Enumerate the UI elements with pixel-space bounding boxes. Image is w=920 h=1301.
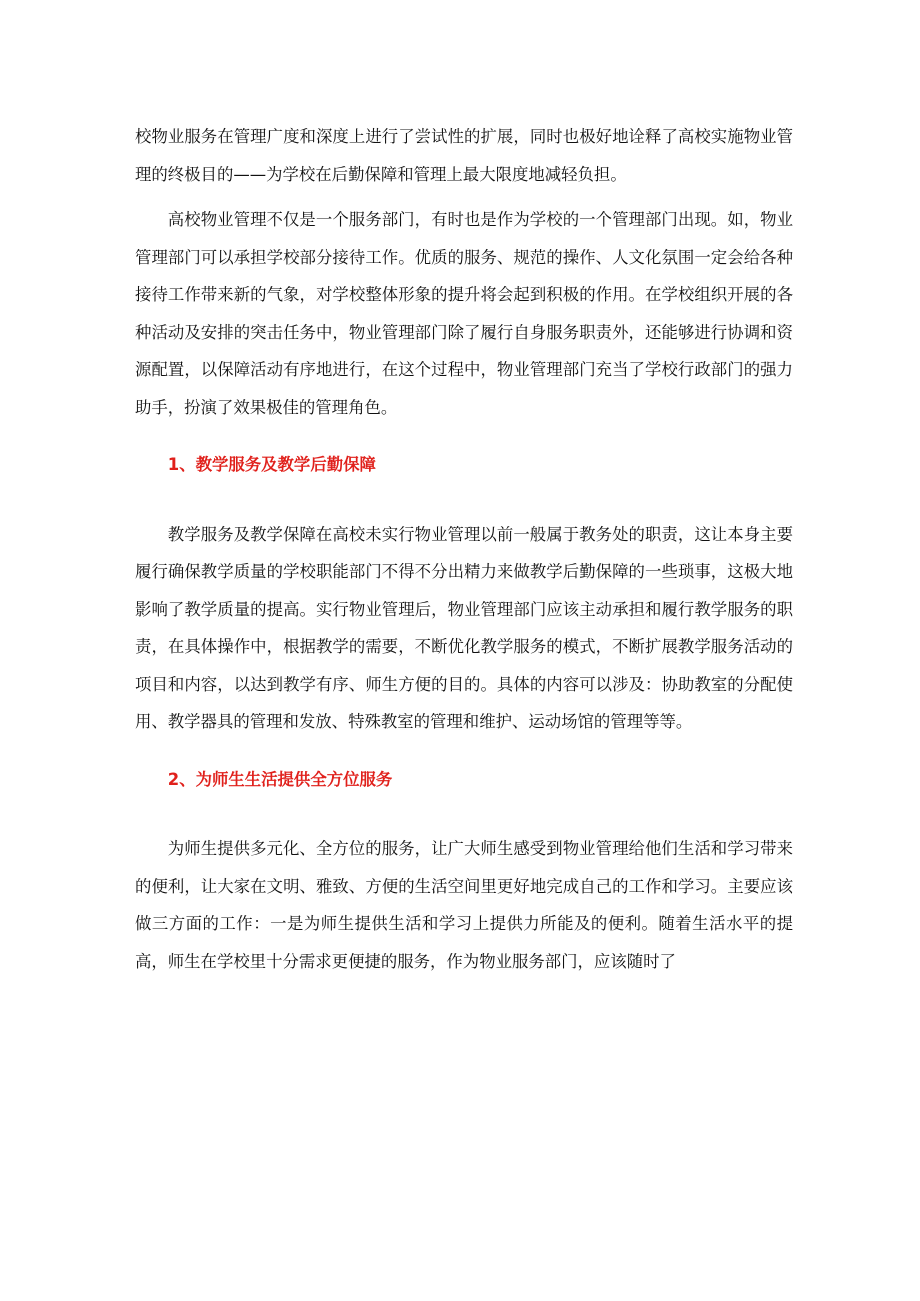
paragraph-teaching-service: 教学服务及教学保障在高校未实行物业管理以前一般属于教务处的职责，这让本身主要履行确保教学质量的学校职能部门不得不分出精力来做教学后勤保障的一些琐事，这极大地影响了教学质量的提高。实行物业管理后，物业管理部门应该主动承担和履行教学服务的职责，在具体操作中，根据教学的需要，不断优化教学服务的模式，不断扩展教学服务活动的项目和内容，以达到教学有序、师生方便的目的。具体的内容可以涉及：协助教室的分配使用、教学器具的管理和发放、特殊教室的管理和维护、运动场馆的管理等等。: [135, 524, 793, 731]
section-heading-life-service: [135, 761, 793, 799]
section-spacer: [135, 798, 793, 830]
paragraph-spacer: [135, 193, 793, 201]
paragraph-life-service: 为师生提供多元化、全方位的服务，让广大师生感受到物业管理给他们生活和学习带来的便利，让大家在文明、雅致、方便的生活空间里更好地完成自己的工作和学习。主要应该做三方面的工作：一是为师生提供生活和学习上提供力所能及的便利。随着生活水平的提高，师生在学校里十分需求更便捷的服务，作为物业服务部门，应该随时了: [135, 839, 793, 971]
section-heading-teaching-service: [135, 446, 793, 484]
section-spacer: [135, 484, 793, 516]
section-number: 2: [167, 769, 180, 789]
section-title: 、为师生生活提供全方位服务: [179, 769, 393, 789]
paragraph-management-role: 高校物业管理不仅是一个服务部门，有时也是作为学校的一个管理部门出现。如，物业管理部门可以承担学校部分接待工作。优质的服务、规范的操作、人文化氛围一定会给各种接待工作带来新的气象，对学校整体形象的提升将会起到积极的作用。在学校组织开展的各种活动及安排的突击任务中，物业管理部门除了履行自身服务职责外，还能够进行协调和资源配置，以保障活动有序地进行，在这个过程中，物业管理部门充当了学校行政部门的强力助手，扮演了效果极佳的管理角色。: [135, 210, 793, 417]
section-spacer: [135, 426, 793, 446]
section-spacer: [135, 741, 793, 761]
section-title: 、教学服务及教学后勤保障: [179, 455, 376, 474]
paragraph-continued: 校物业服务在管理广度和深度上进行了尝试性的扩展，同时也极好地诠释了高校实施物业管理的终极目的——为学校在后勤保障和管理上最大限度地减轻负担。: [135, 127, 793, 184]
section-number: 1: [167, 455, 180, 474]
document-page: [135, 118, 793, 980]
